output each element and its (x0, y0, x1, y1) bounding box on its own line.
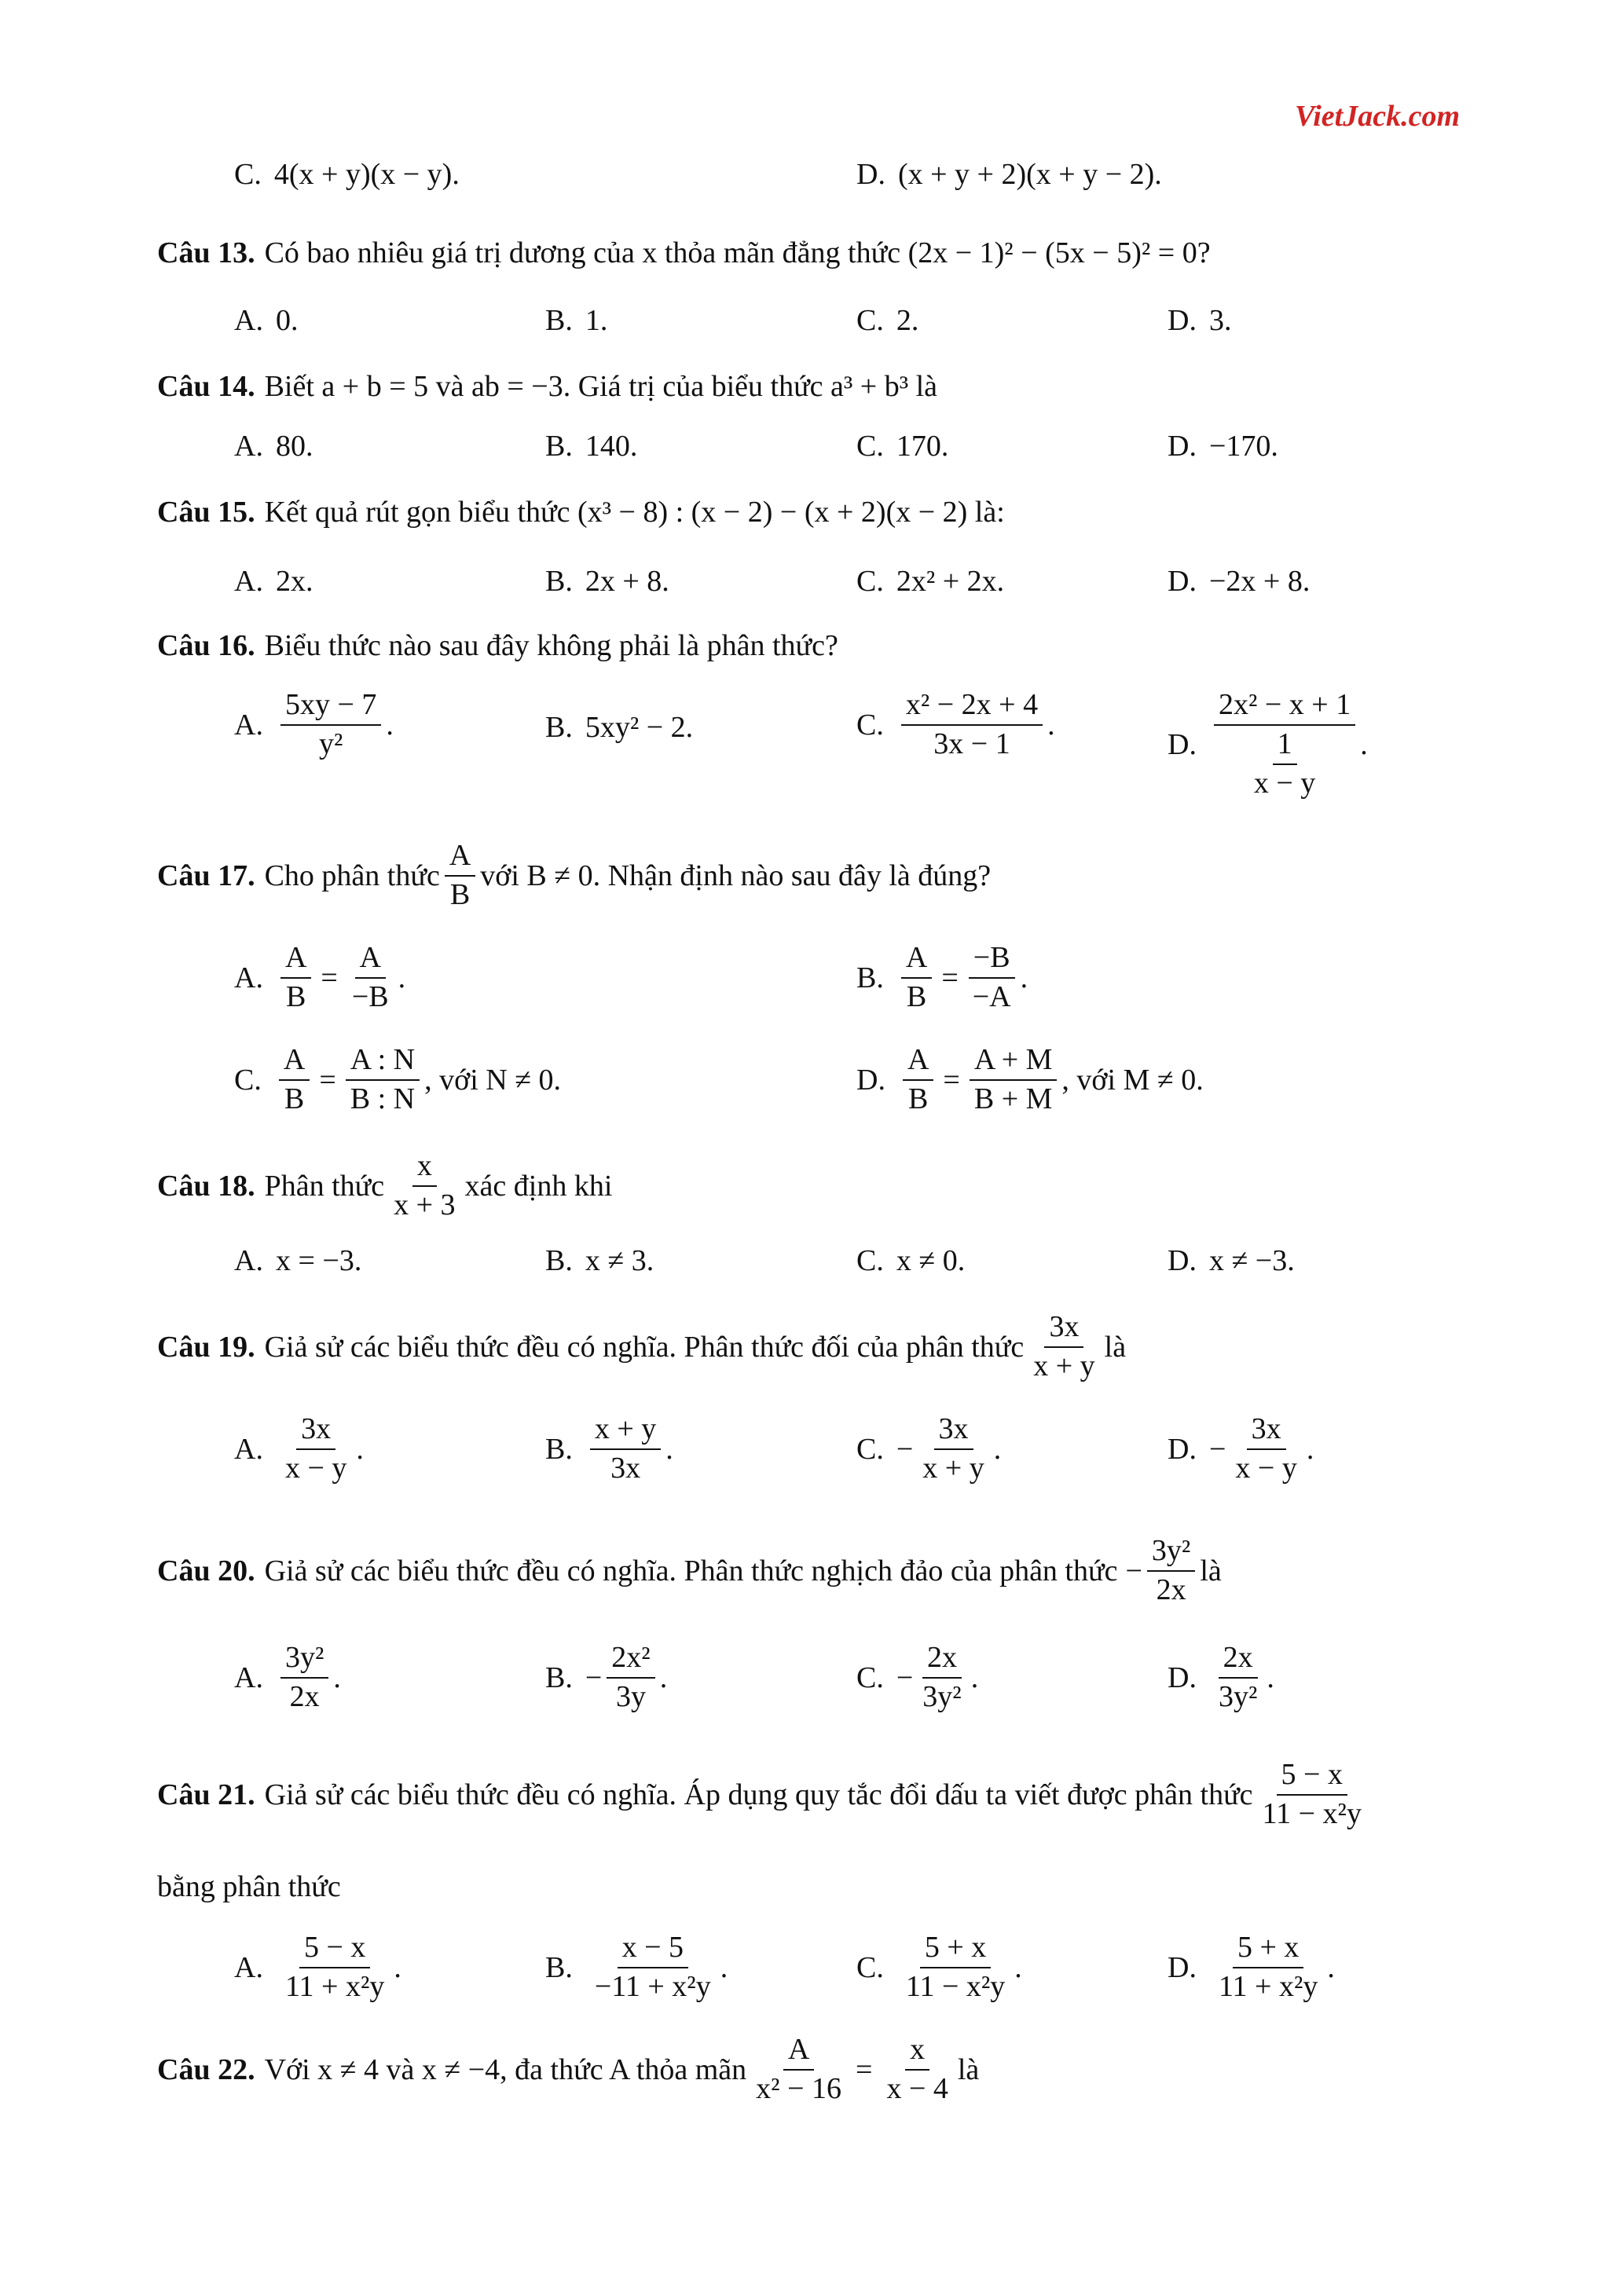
fraction (607, 1642, 654, 1713)
question-stem (157, 236, 1211, 270)
fraction (389, 1151, 460, 1221)
math-text: 3. (1208, 304, 1232, 337)
question-stem: Câu 22. Với x ≠ 4 và x ≠ −4, đa thức A thỏa mãn $\frac{A}{\text{x² − 16}}$ = $\frac{x}{x - 4}$ là (157, 2033, 980, 2105)
math-text: 11 + x²y (284, 1969, 385, 2003)
brand-logo-text: VietJack.com (1295, 100, 1461, 133)
math-text: A. (234, 1432, 263, 1466)
math-text: là (957, 2052, 980, 2086)
fraction (1249, 729, 1320, 800)
math-text: 2x² − x + 1 (1214, 690, 1355, 726)
math-text: −B (969, 943, 1015, 979)
option-c: C. − $\frac{2x}{\text{3y²}}$ . (856, 1641, 979, 1713)
math-text: 3y² (280, 1642, 328, 1679)
math-text: y² (318, 727, 343, 760)
question-stem (157, 840, 991, 911)
math-text: D. (1168, 727, 1197, 761)
math-text: , với M ≠ 0. (1061, 1063, 1204, 1097)
math-text: Câu 13. (157, 236, 255, 269)
option-d: D. $\frac{A}{B}$ = $\frac{A + M}{B + M}$ , với M ≠ 0. (856, 1043, 1204, 1115)
math-text: 4(x + y)(x − y). (273, 158, 460, 191)
option-c: C. $\frac{5 + x}{\text{11 − x²y}}$ . (856, 1931, 1022, 2003)
math-text: C. (234, 158, 262, 191)
fraction (280, 1414, 351, 1485)
math-text: Cho phân thức (264, 859, 440, 892)
math-text: D. (1168, 1432, 1197, 1466)
math-text: − (1125, 1554, 1142, 1587)
math-text: 3y² (1218, 1679, 1258, 1713)
math-text: D. (1168, 430, 1197, 463)
math-text: 2x² (607, 1642, 654, 1679)
math-text: x + y (922, 1451, 984, 1485)
math-text: 11 + x²y (1218, 1969, 1318, 2003)
option-a: A. $\frac{\text{3y²}}{2x}$ . (234, 1641, 341, 1713)
math-text: D. (1168, 1661, 1197, 1694)
fraction (1147, 1536, 1195, 1606)
math-text: A (355, 943, 386, 979)
math-text: −170. (1208, 430, 1278, 463)
math-text: A. (234, 430, 263, 463)
fraction (280, 1642, 328, 1713)
fraction (280, 943, 311, 1013)
math-text: −11 + x²y (594, 1969, 711, 2003)
math-text: x − 5 (618, 1932, 688, 1968)
math-text: C. (234, 1063, 262, 1097)
math-text: 5 + x (1233, 1932, 1303, 1968)
option-d: D. − $\frac{3x}{x - y}$ . (1168, 1412, 1314, 1485)
question-13 (0, 236, 1624, 337)
fraction (918, 1642, 966, 1713)
math-text: x² − 2x + 4 (901, 690, 1043, 726)
question-14 (0, 369, 1624, 463)
option-c (856, 1243, 965, 1278)
option-a: A. $\frac{5xy - 7}{\text{y²}}$ . (234, 688, 394, 760)
math-text: C. (856, 1432, 884, 1466)
math-text: B. (545, 304, 573, 337)
math-text: x − y (1253, 766, 1316, 800)
math-text: Giả sử các biểu thức đều có nghĩa. Phân thức đối của phân thức (264, 1330, 1025, 1364)
math-text: 5xy² − 2. (585, 711, 694, 744)
fraction (918, 1414, 988, 1485)
math-text: D. (1168, 304, 1197, 337)
fraction (1214, 1932, 1322, 2003)
math-text: 5 − x (299, 1932, 370, 1968)
option-d (1168, 564, 1310, 599)
question-16 (0, 628, 1624, 833)
math-text: A (279, 1045, 310, 1081)
math-text: Phân thức (264, 1169, 385, 1203)
math-text: Câu 14. (157, 370, 255, 403)
math-text: Câu 21. (157, 1778, 255, 1811)
math-text: 140. (585, 430, 638, 463)
fraction (1258, 1760, 1366, 1830)
math-text: A (783, 2034, 814, 2071)
math-text: Câu 16. (157, 629, 255, 662)
option-d (1168, 303, 1231, 338)
math-text: A (445, 840, 475, 877)
option-d (1168, 429, 1278, 463)
math-text: A. (234, 1661, 263, 1694)
option-c: C. − $\frac{3x}{x + y}$ . (856, 1412, 1002, 1485)
math-text: C. (856, 1950, 884, 1984)
option-c (856, 303, 918, 338)
question-stem (157, 495, 1005, 529)
math-text: B. (545, 430, 573, 463)
math-text: B. (545, 565, 573, 598)
math-text: 3x (296, 1414, 335, 1450)
option-d: D. $\frac{5 + x}{\text{11 + x²y}}$ . (1168, 1931, 1335, 2003)
fraction (280, 690, 381, 760)
math-text: (x + y + 2)(x + y − 2). (897, 158, 1162, 191)
option-c: C. $\frac{\text{x² − 2x + 4}}{3x - 1}$ . (856, 688, 1055, 760)
math-text: 1. (585, 304, 608, 337)
question-stem-continued (157, 1869, 341, 1904)
math-text: x ≠ 3. (585, 1244, 654, 1277)
math-text: 2x. (275, 565, 313, 598)
option-d: D. $\frac{\text{2x² − x + 1}}{\frac{1}{x - y}}$ . (1168, 688, 1368, 800)
math-text: B + M (973, 1082, 1053, 1115)
math-text: C. (856, 304, 884, 337)
math-text: C. (856, 708, 884, 742)
fraction (968, 943, 1016, 1013)
math-text: Biểu thức nào sau đây không phải là phân thức? (264, 629, 838, 662)
question-stem (157, 1151, 612, 1221)
math-text: A. (234, 565, 263, 598)
math-text: 2x (1156, 1573, 1186, 1606)
option-b: B. $\frac{x + y}{3x}$ . (545, 1412, 673, 1485)
math-text: Biết a + b = 5 và ab = −3. Giá trị của biểu thức a³ + b³ là (264, 370, 938, 403)
math-text: 2x (1219, 1642, 1258, 1679)
option-d (1168, 1243, 1295, 1278)
math-text: x + y (590, 1414, 661, 1450)
question-stem (157, 369, 937, 404)
math-text: 3y (616, 1679, 646, 1713)
math-text: Giả sử các biểu thức đều có nghĩa. Phân thức nghịch đảo của phân thức (264, 1554, 1118, 1587)
fraction (1214, 690, 1355, 800)
fraction (970, 1045, 1058, 1115)
math-text: A (903, 1045, 933, 1081)
math-text: 3x (610, 1451, 641, 1485)
math-text: 3y² (922, 1679, 962, 1713)
option-c (856, 564, 1004, 599)
math-text: x − 4 (886, 2071, 948, 2105)
fraction (882, 2034, 952, 2105)
math-text: Kết quả rút gọn biểu thức (x³ − 8) : (x − 2) − (x + 2)(x − 2) là: (264, 496, 1005, 529)
math-text: 11 − x²y (1262, 1796, 1362, 1830)
option-c (234, 157, 460, 192)
math-text: A. (234, 1244, 263, 1277)
math-text: B (284, 1082, 305, 1115)
math-text: x (412, 1151, 437, 1187)
option-a: A. $\frac{5 - x}{\text{11 + x²y}}$ . (234, 1931, 401, 2003)
math-text: B. (856, 961, 884, 994)
math-text: x + 3 (394, 1188, 456, 1221)
question-12-tail (0, 134, 1624, 228)
math-text: 11 − x²y (905, 1969, 1006, 2003)
math-text: A (280, 943, 311, 979)
option-a: A. $\frac{A}{B}$ = $\frac{A}{-B}$ . (234, 941, 406, 1013)
math-text: 5xy − 7 (280, 690, 381, 726)
math-text: 2x (289, 1679, 320, 1713)
option-c: C. $\frac{A}{B}$ = $\frac{A : N}{B : N}$ , với N ≠ 0. (234, 1043, 562, 1115)
math-text: B. (545, 711, 573, 744)
math-text: 2. (896, 304, 919, 337)
option-a (234, 303, 298, 338)
math-text: −A (972, 980, 1011, 1013)
math-text: Câu 20. (157, 1554, 255, 1587)
fraction (751, 2034, 846, 2105)
math-text: với B ≠ 0. Nhận định nào sau đây là đúng? (480, 859, 992, 892)
option-c (856, 429, 948, 463)
math-text: 80. (275, 430, 313, 463)
math-text: − (896, 1432, 914, 1466)
option-b: B. $\frac{A}{B}$ = $\frac{-B}{-A}$ . (856, 941, 1028, 1013)
math-text: C. (856, 1244, 884, 1277)
fraction (1028, 1312, 1099, 1382)
option-b (545, 429, 637, 463)
fraction (901, 690, 1043, 760)
question-19 (0, 1312, 1624, 1516)
math-text: D. (856, 1063, 885, 1097)
fraction (1214, 1642, 1262, 1713)
option-a (234, 1243, 361, 1278)
math-text: B (906, 980, 927, 1013)
fraction (590, 1414, 661, 1485)
math-text: Câu 18. (157, 1169, 255, 1203)
math-text: B (449, 877, 471, 911)
question-stem (157, 1760, 1371, 1830)
math-text: 3x (1044, 1312, 1083, 1348)
option-b (545, 303, 607, 338)
math-text: A : N (346, 1045, 420, 1081)
option-b (545, 1243, 654, 1278)
math-text: Câu 22. (157, 2052, 255, 2086)
fraction (347, 943, 394, 1013)
question-21 (0, 1760, 1624, 2027)
math-text: B. (545, 1244, 573, 1277)
math-text: 5 − x (1277, 1760, 1347, 1796)
math-text: 2x + 8. (585, 565, 669, 598)
option-d (856, 157, 1162, 192)
option-b: B. − $\frac{\text{2x²}}{3y}$ . (545, 1641, 668, 1713)
question-18 (0, 1151, 1624, 1308)
math-text: 0. (275, 304, 299, 337)
math-text: x − y (284, 1451, 347, 1485)
math-text: , với N ≠ 0. (424, 1063, 562, 1097)
math-text: 3x (934, 1414, 973, 1450)
math-text: 3x − 1 (933, 727, 1010, 760)
fraction (590, 1932, 716, 2003)
question-17 (0, 840, 1624, 1139)
math-text: 2x (922, 1642, 962, 1679)
math-text: Giả sử các biểu thức đều có nghĩa. Áp dụng quy tắc đổi dấu ta viết được phân thức (264, 1778, 1253, 1811)
math-text: B : N (350, 1082, 416, 1115)
math-text: A (901, 943, 932, 979)
math-text: Câu 17. (157, 859, 255, 892)
option-a (234, 429, 313, 463)
math-text: − (1208, 1432, 1226, 1466)
fraction (280, 1932, 389, 2003)
fraction (903, 1045, 933, 1115)
math-text: D. (1168, 1244, 1197, 1277)
math-text: B (908, 1082, 929, 1115)
math-text: A. (234, 1950, 263, 1984)
math-text: A + M (970, 1045, 1058, 1081)
math-text: là (1104, 1330, 1127, 1364)
fraction (279, 1045, 310, 1115)
math-text: Với x ≠ 4 và x ≠ −4, đa thức A thỏa mãn (264, 2052, 747, 2086)
math-text: D. (856, 158, 885, 191)
math-text: −B (351, 980, 389, 1013)
math-text: B. (545, 1661, 573, 1694)
math-text: x² − 16 (756, 2071, 841, 2105)
math-text: x − y (1235, 1451, 1297, 1485)
math-text: B. (545, 1950, 573, 1984)
fraction (901, 943, 932, 1013)
math-text: D. (1168, 565, 1197, 598)
question-stem (157, 1536, 1222, 1606)
math-text: x ≠ −3. (1208, 1244, 1295, 1277)
math-text: xác định khi (464, 1169, 613, 1203)
math-text: −2x + 8. (1208, 565, 1311, 598)
option-a: A. $\frac{3x}{x - y}$ . (234, 1412, 364, 1485)
fraction (901, 1932, 1010, 2003)
question-stem (157, 628, 838, 663)
math-text: x = −3. (275, 1244, 362, 1277)
math-text: 170. (896, 430, 949, 463)
math-text: A. (234, 708, 263, 742)
math-text: B. (545, 1432, 573, 1466)
math-text: A. (234, 304, 263, 337)
option-a (234, 564, 313, 599)
fraction (346, 1045, 420, 1115)
math-text: 5 + x (920, 1932, 991, 1968)
fraction (445, 840, 475, 911)
math-text: A. (234, 961, 263, 994)
question-22 (0, 2034, 1624, 2144)
math-text: Câu 19. (157, 1330, 255, 1364)
math-text: − (896, 1661, 914, 1694)
option-b (545, 710, 693, 745)
math-text: là (1200, 1554, 1222, 1587)
math-text: x ≠ 0. (896, 1244, 966, 1277)
option-b: B. $\frac{x - 5}{\text{−11 + x²y}}$ . (545, 1931, 728, 2003)
math-text: bằng phân thức (157, 1870, 341, 1903)
math-text: − (585, 1661, 603, 1694)
math-text: C. (856, 430, 884, 463)
question-15 (0, 495, 1624, 598)
question-stem (157, 1312, 1126, 1382)
math-text: 1 (1273, 729, 1297, 765)
math-text: x (905, 2034, 929, 2071)
math-text: B (286, 980, 306, 1013)
math-text: Có bao nhiêu giá trị dương của x thỏa mãn đẳng thức (2x − 1)² − (5x − 5)² = 0? (264, 236, 1211, 269)
math-text: 3y² (1147, 1536, 1195, 1572)
option-d: D. $\frac{2x}{\text{3y²}}$ . (1168, 1641, 1274, 1713)
fraction (1230, 1414, 1301, 1485)
math-text: D. (1168, 1950, 1197, 1984)
math-text: Câu 15. (157, 496, 255, 529)
math-text: x + y (1033, 1349, 1095, 1382)
math-text: C. (856, 565, 884, 598)
math-text: 3x (1247, 1414, 1286, 1450)
math-text: C. (856, 1661, 884, 1694)
math-text: 2x² + 2x. (896, 565, 1005, 598)
question-20 (0, 1536, 1624, 1740)
option-b (545, 564, 669, 599)
